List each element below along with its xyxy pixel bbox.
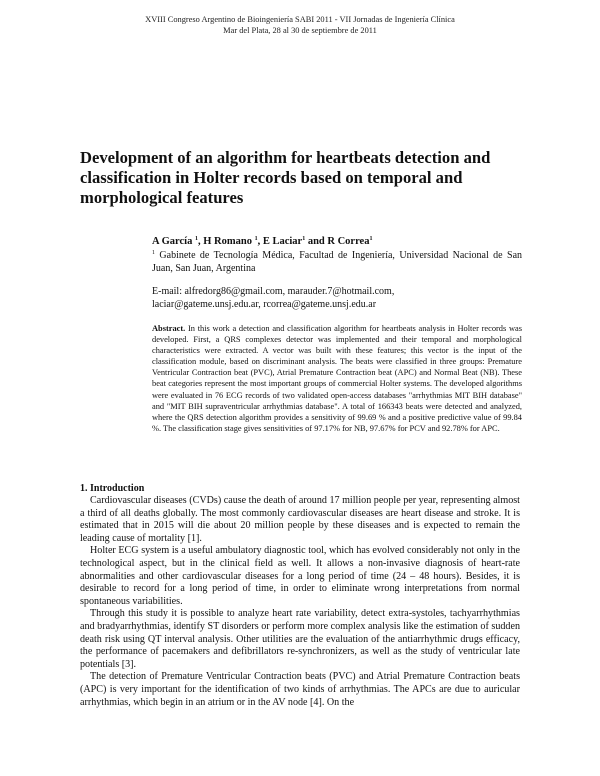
author-affiliation-mark: 1 [194,236,198,242]
abstract-label: Abstract. [152,324,186,333]
author-name: R Correa [327,236,370,247]
affiliation-text: Gabinete de Tecnología Médica, Facultad de Ingeniería, Universidad Nacional de San Juan, San Juan, Argentina [152,250,523,274]
conference-header-line1: XVIII Congreso Argentino de Bioingeniería SABI 2011 - VII Jornadas de Ingeniería Clínica [145,15,455,24]
paragraph: The detection of Premature Ventricular Contraction beats (PVC) and Atrial Premature Contraction beats (APC) is very important for the identification of two kinds of arrhythmias. The APCs are due to auricular arrhythmias, which begin in an atrium or in the AV node [4]. On the [80,671,520,708]
affiliation [152,249,522,275]
author-name: E Laciar [262,236,303,247]
paragraph: Cardiovascular diseases (CVDs) cause the death of around 17 million people per year, representing almost a third of all deaths globally. The most commonly cardiovascular diseases are heart disease and stroke. It is estimated that in 2015 will die about 20 million people by these diseases and is expected to remain the leading cause of mortality [1]. [80,495,520,544]
author-conjunction: and [305,236,328,247]
paragraph: Holter ECG system is a useful ambulatory diagnostic tool, which has evolved considerably not only in the technological aspect, but in the clinical field as well. It allows a non-invasive diagnosis of heart-rate abnormalities and other cardiovascular diseases for a long period of time (24 – 48 hours). Besides, it is desirable to record for a long period of time, in order to eliminate wrong interpretations from normal spontaneous variabilities. [80,545,520,607]
email-block [152,285,522,311]
introduction-body [80,495,520,709]
author-name: A García [152,236,193,247]
author-affiliation-mark: 1 [254,236,258,242]
author-separator: , [197,236,204,247]
email-line2: laciar@gateme.unsj.edu.ar, rcorrea@gateme.unsj.edu.ar [152,299,377,310]
conference-header [0,14,600,36]
author-affiliation-mark: 1 [369,236,373,242]
author-name: H Romano [203,236,252,247]
section-heading-introduction: 1. Introduction [80,483,145,494]
affiliation-mark: 1 [152,250,155,256]
paragraph: Through this study it is possible to analyze heart rate variability, detect extra-systoles, tachyarrhythmias and bradyarrhythmias, identify ST disorders or perform more complex analysis like the estimation of sudden death risk using QT interval analysis. Other utilities are the evaluation of the antiarrhythmic drugs efficacy, the performance of pacemakers and defibrillators re-synchronizers, as well as the study of ventricular late potentials [3]. [80,608,520,670]
author-affiliation-mark: 1 [302,236,306,242]
abstract [152,323,522,434]
author-separator: , [257,236,263,247]
conference-header-line2: Mar del Plata, 28 al 30 de septiembre de 2011 [223,26,377,35]
email-line1: E-mail: alfredorg86@gmail.com, marauder.7@hotmail.com, [152,286,395,297]
author-list [152,236,372,247]
abstract-text: In this work a detection and classification algorithm for heartbeats analysis in Holter records was developed. First, a QRS complexes detector was implemented and their temporal and morphological characteristics were extracted. A vector was built with these features; this vector is the input of the classification module, based on discriminant analysis. The beats were classified in three groups: Premature Ventricular Contraction beat (PVC), Atrial Premature Contraction beat (APC) and Normal Beat (NB). These beat categories represent the most important groups of commercial Holter systems. The developed algorithms were evaluated in 76 ECG records of two validated open-access databases "arrhythmias MIT BIH database" and "MIT BIH supraventricular arrhythmias database". A total of 166343 beats were detected and analyzed, where the QRS detection algorithm provides a sensitivity of 99.69 % and a positive predictive value of 99.84 %. The classification stage gives sensitivities of 97.17% for NB, 97.67% for PCV and 92.78% for APC. [152,324,522,433]
paper-title: Development of an algorithm for heartbeats detection and classification in Holter records based on temporal and morphological features [80,148,491,207]
